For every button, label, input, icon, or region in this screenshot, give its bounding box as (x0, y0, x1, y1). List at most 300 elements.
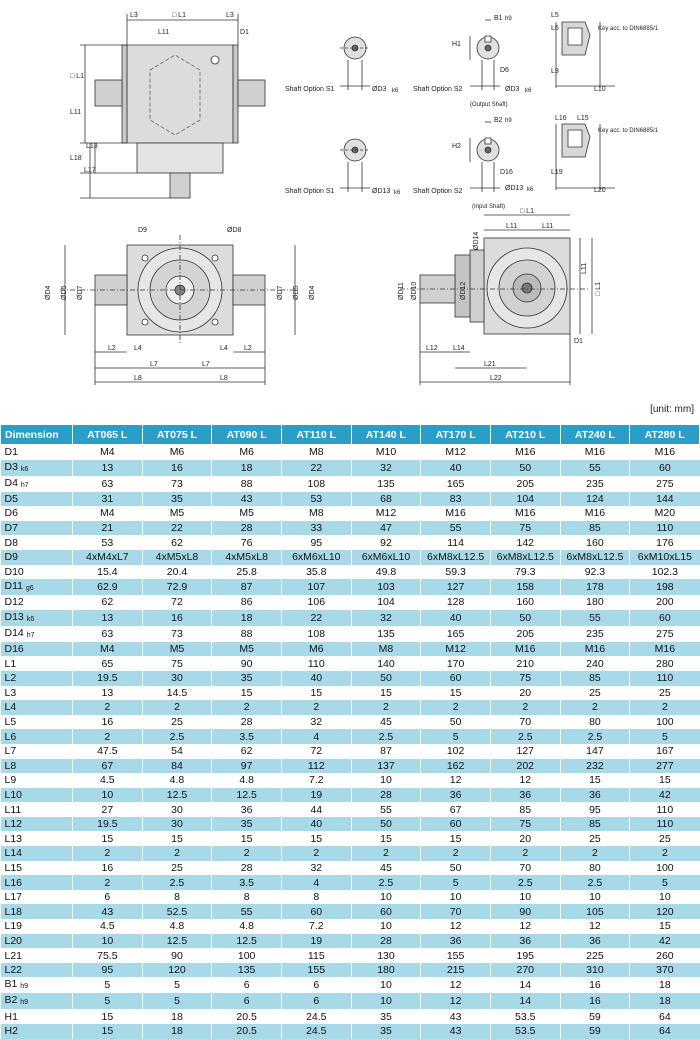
value-cell: 28 (212, 715, 282, 730)
dimension-cell (1, 759, 73, 774)
value-cell: 16 (560, 977, 630, 993)
label-l10: L10 (594, 86, 606, 93)
label-d6: D6 (500, 67, 509, 74)
value-cell: 4xM5xL8 (212, 550, 282, 565)
value-cell: 2 (421, 846, 491, 861)
table-row (1, 729, 700, 744)
table-row (1, 802, 700, 817)
value-cell: 142 (490, 535, 560, 550)
dimension-name: D3 (4, 460, 18, 473)
value-cell: 2 (490, 846, 560, 861)
value-cell: 62 (142, 535, 212, 550)
value-cell: 21 (73, 521, 143, 536)
table-row (1, 565, 700, 580)
value-cell: 62.9 (73, 579, 143, 595)
value-cell: 104 (490, 492, 560, 507)
header-model: AT240 L (560, 425, 630, 445)
value-cell: 102 (421, 744, 491, 759)
value-cell: 53.5 (490, 1024, 560, 1039)
dimension-name: L12 (4, 818, 23, 831)
value-cell: 20 (490, 831, 560, 846)
value-cell: 12.5 (212, 934, 282, 949)
value-cell: 135 (351, 476, 421, 492)
value-cell: 16 (560, 993, 630, 1009)
label-l17: L17 (84, 167, 96, 174)
value-cell: 205 (490, 476, 560, 492)
value-cell: 105 (560, 904, 630, 919)
dimension-cell (1, 729, 73, 744)
value-cell: 40 (281, 671, 351, 686)
value-cell: 60 (630, 460, 700, 476)
value-cell: 49.8 (351, 565, 421, 580)
dimension-cell (1, 550, 73, 565)
table-row (1, 626, 700, 642)
drawing-canvas (0, 0, 700, 400)
label-d1: D1 (240, 29, 249, 36)
value-cell: 43 (212, 492, 282, 507)
value-cell: 79.3 (490, 565, 560, 580)
value-cell: 87 (351, 744, 421, 759)
value-cell: 35 (351, 1009, 421, 1024)
output-shaft-s1 (340, 37, 370, 90)
value-cell: 73 (142, 626, 212, 642)
value-cell: 137 (351, 759, 421, 774)
value-cell: 10 (630, 890, 700, 905)
value-cell: 205 (490, 626, 560, 642)
label-d3: ØD3 (372, 86, 387, 93)
value-cell: 90 (212, 656, 282, 671)
value-cell: 2.5 (560, 875, 630, 890)
value-cell: 19.5 (73, 671, 143, 686)
value-cell: 2 (630, 846, 700, 861)
label-l2-left: L2 (108, 345, 116, 352)
value-cell: 120 (630, 904, 700, 919)
label-shaft-s1-input: Shaft Option S1 (285, 188, 335, 195)
input-shaft-s1 (340, 139, 370, 192)
value-cell: 3.5 (212, 729, 282, 744)
table-row (1, 550, 700, 565)
value-cell: 275 (630, 476, 700, 492)
label-shaft-s2-input: Shaft Option S2 (413, 188, 463, 195)
value-cell: 73 (142, 476, 212, 492)
value-cell: 10 (560, 890, 630, 905)
value-cell: 2 (490, 700, 560, 715)
value-cell: 62 (212, 744, 282, 759)
table-row (1, 476, 700, 492)
dimension-cell (1, 460, 73, 476)
value-cell: M8 (281, 445, 351, 460)
value-cell: 72.9 (142, 579, 212, 595)
value-cell: 4 (281, 875, 351, 890)
value-cell: M5 (142, 506, 212, 521)
label-l1-box-top: □ L1 (520, 208, 534, 215)
label-d8: ØD8 (227, 227, 242, 234)
table-row (1, 993, 700, 1009)
value-cell: 4xM4xL7 (73, 550, 143, 565)
dimension-cell (1, 610, 73, 626)
table-row (1, 686, 700, 701)
value-cell: 135 (212, 963, 282, 978)
tolerance-class: k6 (26, 615, 35, 623)
value-cell: 28 (351, 788, 421, 803)
value-cell: M16 (421, 506, 491, 521)
value-cell: 100 (630, 715, 700, 730)
table-row (1, 948, 700, 963)
value-cell: 6 (212, 993, 282, 1009)
table-row (1, 492, 700, 507)
value-cell: 7.2 (281, 773, 351, 788)
value-cell: 15 (351, 686, 421, 701)
output-shaft-s2 (470, 20, 500, 90)
dimension-name: D8 (4, 536, 18, 549)
label-d4-left: ØD4 (45, 285, 52, 300)
value-cell: 20 (490, 686, 560, 701)
value-cell: 80 (560, 715, 630, 730)
label-d14: ØD14 (473, 231, 480, 250)
value-cell: 36 (421, 788, 491, 803)
value-cell: 75 (490, 817, 560, 832)
value-cell: 80 (560, 861, 630, 876)
value-cell: 240 (560, 656, 630, 671)
value-cell: 2 (73, 846, 143, 861)
dimension-name: H2 (4, 1025, 18, 1038)
value-cell: 35 (351, 1024, 421, 1039)
value-cell: 53.5 (490, 1009, 560, 1024)
value-cell: 225 (560, 948, 630, 963)
value-cell: 13 (73, 610, 143, 626)
header-model: AT110 L (281, 425, 351, 445)
value-cell: 85 (560, 671, 630, 686)
value-cell: 106 (281, 595, 351, 610)
value-cell: 12.5 (212, 788, 282, 803)
dimension-name: L5 (4, 716, 17, 729)
table-row (1, 788, 700, 803)
dimension-name: D9 (4, 551, 18, 564)
table-row (1, 744, 700, 759)
value-cell: 55 (212, 904, 282, 919)
value-cell: M6 (281, 642, 351, 657)
value-cell: 33 (281, 521, 351, 536)
label-d9: D9 (138, 227, 147, 234)
dimension-cell (1, 492, 73, 507)
value-cell: 50 (351, 671, 421, 686)
dimension-name: D12 (4, 596, 24, 609)
value-cell: 59 (560, 1009, 630, 1024)
value-cell: 28 (212, 521, 282, 536)
value-cell: 180 (560, 595, 630, 610)
value-cell: 5 (630, 875, 700, 890)
value-cell: 64 (630, 1024, 700, 1039)
label-d10: ØD10 (411, 281, 418, 300)
label-l7-right: L7 (202, 361, 210, 368)
value-cell: 36 (490, 788, 560, 803)
value-cell: 235 (560, 626, 630, 642)
value-cell: 12.5 (142, 934, 212, 949)
value-cell: 60 (421, 817, 491, 832)
value-cell: 2 (351, 700, 421, 715)
value-cell: 40 (421, 610, 491, 626)
dimension-name: D6 (4, 507, 18, 520)
value-cell: 32 (351, 610, 421, 626)
value-cell: 22 (142, 521, 212, 536)
dimension-name: L20 (4, 934, 23, 947)
label-d7-left: ØD7 (77, 285, 84, 300)
value-cell: 10 (351, 773, 421, 788)
value-cell: 15 (73, 1024, 143, 1039)
value-cell: 18 (142, 1024, 212, 1039)
dimension-name: L15 (4, 861, 23, 874)
value-cell: 15 (73, 831, 143, 846)
value-cell: 15 (73, 1009, 143, 1024)
value-cell: 210 (490, 656, 560, 671)
dimension-name: L10 (4, 788, 23, 801)
dimension-name: L18 (4, 905, 23, 918)
value-cell: 6 (281, 977, 351, 993)
value-cell: M20 (630, 506, 700, 521)
label-shaft-s2-output: Shaft Option S2 (413, 86, 463, 93)
value-cell: 60 (351, 904, 421, 919)
dimension-cell (1, 934, 73, 949)
value-cell: 43 (421, 1024, 491, 1039)
value-cell: 60 (281, 904, 351, 919)
value-cell: 75 (142, 656, 212, 671)
value-cell: 155 (281, 963, 351, 978)
table-row (1, 817, 700, 832)
value-cell: 44 (281, 802, 351, 817)
value-cell: 14.5 (142, 686, 212, 701)
label-d13: ØD13 (372, 188, 391, 195)
value-cell: 3.5 (212, 875, 282, 890)
label-key-note-1: Key acc. to DIN6885/1 (598, 26, 659, 32)
value-cell: 40 (281, 817, 351, 832)
value-cell: 25 (142, 861, 212, 876)
header-model: AT075 L (142, 425, 212, 445)
dimension-name: D11 (4, 580, 23, 593)
label-l1-box: □ L1 (172, 12, 186, 19)
value-cell: 5 (630, 729, 700, 744)
value-cell: 128 (421, 595, 491, 610)
label-l8-left: L8 (134, 375, 142, 382)
value-cell: 2 (560, 700, 630, 715)
label-d13-s2: ØD13 (505, 185, 524, 192)
dimension-name: L4 (4, 701, 17, 714)
header-model: AT090 L (212, 425, 282, 445)
tolerance-class: g6 (25, 585, 34, 593)
value-cell: 130 (351, 948, 421, 963)
value-cell: 10 (73, 788, 143, 803)
value-cell: 18 (630, 977, 700, 993)
value-cell: 85 (490, 802, 560, 817)
dimension-cell (1, 626, 73, 642)
dimension-name: D14 (4, 626, 24, 639)
value-cell: 53 (73, 535, 143, 550)
value-cell: 24.5 (281, 1009, 351, 1024)
label-d13-s2-tol: k6 (527, 187, 534, 193)
dimension-name: L19 (4, 920, 23, 933)
value-cell: M6 (142, 445, 212, 460)
value-cell: 107 (281, 579, 351, 595)
input-shaft-s2 (470, 122, 500, 192)
value-cell: 28 (351, 934, 421, 949)
header-model: AT140 L (351, 425, 421, 445)
value-cell: 55 (560, 610, 630, 626)
label-d3-s2-tol: k6 (525, 88, 532, 94)
value-cell: 167 (630, 744, 700, 759)
dimension-cell (1, 686, 73, 701)
value-cell: 67 (421, 802, 491, 817)
value-cell: M16 (560, 445, 630, 460)
value-cell: 63 (73, 626, 143, 642)
value-cell: 280 (630, 656, 700, 671)
value-cell: 19 (281, 934, 351, 949)
value-cell: 35 (142, 492, 212, 507)
value-cell: 2.5 (490, 875, 560, 890)
value-cell: 6xM10xL15 (630, 550, 700, 565)
table-row (1, 759, 700, 774)
value-cell: 85 (560, 817, 630, 832)
value-cell: 176 (630, 535, 700, 550)
dimension-cell (1, 831, 73, 846)
dimension-name: L7 (4, 745, 17, 758)
table-row (1, 963, 700, 978)
dimension-cell (1, 506, 73, 521)
value-cell: 12 (421, 977, 491, 993)
value-cell: 12 (421, 773, 491, 788)
value-cell: 10 (351, 977, 421, 993)
value-cell: 2 (630, 700, 700, 715)
label-b1-tol: h9 (505, 16, 512, 22)
value-cell: 7.2 (281, 919, 351, 934)
value-cell: 120 (142, 963, 212, 978)
value-cell: 135 (351, 626, 421, 642)
value-cell: 6 (281, 993, 351, 1009)
label-d11: ØD11 (398, 282, 405, 300)
value-cell: 42 (630, 934, 700, 949)
table-row (1, 934, 700, 949)
dimension-name: L1 (4, 657, 17, 670)
value-cell: 13 (73, 686, 143, 701)
value-cell: M8 (281, 506, 351, 521)
label-d3-tol: k6 (392, 88, 399, 94)
value-cell: 104 (351, 595, 421, 610)
value-cell: 15 (212, 831, 282, 846)
value-cell: 8 (212, 890, 282, 905)
value-cell: 55 (421, 521, 491, 536)
label-l12: L12 (426, 345, 438, 352)
value-cell: 12 (421, 919, 491, 934)
dimension-cell (1, 476, 73, 492)
table-row (1, 700, 700, 715)
value-cell: 84 (142, 759, 212, 774)
value-cell: 20.5 (212, 1009, 282, 1024)
value-cell: 2.5 (351, 875, 421, 890)
tolerance-class: h9 (20, 999, 29, 1007)
value-cell: 59.3 (421, 565, 491, 580)
value-cell: 4.8 (142, 773, 212, 788)
label-l11-side: L11 (70, 109, 82, 116)
label-shaft-s1-output: Shaft Option S1 (285, 86, 335, 93)
value-cell: 202 (490, 759, 560, 774)
value-cell: 35.8 (281, 565, 351, 580)
value-cell: 4 (281, 729, 351, 744)
value-cell: 310 (560, 963, 630, 978)
value-cell: 86 (212, 595, 282, 610)
value-cell: 72 (281, 744, 351, 759)
label-d5-left: ØD5 (61, 285, 68, 300)
dimension-cell (1, 773, 73, 788)
label-l4-right: L4 (220, 345, 228, 352)
technical-drawings (0, 0, 700, 400)
value-cell: 97 (212, 759, 282, 774)
value-cell: 15 (281, 686, 351, 701)
dimension-cell (1, 445, 73, 460)
value-cell: 36 (212, 802, 282, 817)
value-cell: 95 (73, 963, 143, 978)
value-cell: 28 (212, 861, 282, 876)
value-cell: 35 (212, 671, 282, 686)
value-cell: 108 (281, 626, 351, 642)
value-cell: 14 (490, 977, 560, 993)
value-cell: 60 (421, 671, 491, 686)
value-cell: 18 (212, 610, 282, 626)
label-b2-tol: h9 (505, 118, 512, 124)
dimension-cell (1, 802, 73, 817)
value-cell: 5 (142, 977, 212, 993)
table-row (1, 831, 700, 846)
value-cell: 10 (351, 993, 421, 1009)
header-model: AT170 L (421, 425, 491, 445)
dimension-cell (1, 963, 73, 978)
value-cell: 2.5 (142, 729, 212, 744)
value-cell: 270 (490, 963, 560, 978)
label-l16: L16 (555, 115, 567, 122)
value-cell: M16 (560, 642, 630, 657)
value-cell: 215 (421, 963, 491, 978)
label-l19: L19 (551, 169, 563, 176)
value-cell: 102.3 (630, 565, 700, 580)
dimension-cell (1, 656, 73, 671)
value-cell: 2 (351, 846, 421, 861)
value-cell: 19 (281, 788, 351, 803)
label-l15: L15 (577, 115, 589, 122)
value-cell: 70 (421, 904, 491, 919)
label-l13: L13 (86, 143, 98, 150)
value-cell: M12 (421, 642, 491, 657)
value-cell: 50 (421, 861, 491, 876)
value-cell: 16 (73, 715, 143, 730)
table-row (1, 977, 700, 993)
value-cell: 50 (351, 817, 421, 832)
value-cell: 64 (630, 1009, 700, 1024)
dimension-cell (1, 744, 73, 759)
label-l21: L21 (484, 361, 496, 368)
value-cell: 18 (212, 460, 282, 476)
value-cell: 15 (560, 773, 630, 788)
table-row (1, 904, 700, 919)
value-cell: 36 (490, 934, 560, 949)
value-cell: 260 (630, 948, 700, 963)
value-cell: 165 (421, 476, 491, 492)
value-cell: 95 (281, 535, 351, 550)
dimension-cell (1, 565, 73, 580)
value-cell: 36 (560, 788, 630, 803)
value-cell: 43 (421, 1009, 491, 1024)
label-l3-right: L3 (226, 12, 234, 19)
header-model: AT210 L (490, 425, 560, 445)
dimension-cell (1, 904, 73, 919)
value-cell: 50 (421, 715, 491, 730)
value-cell: 12 (490, 773, 560, 788)
